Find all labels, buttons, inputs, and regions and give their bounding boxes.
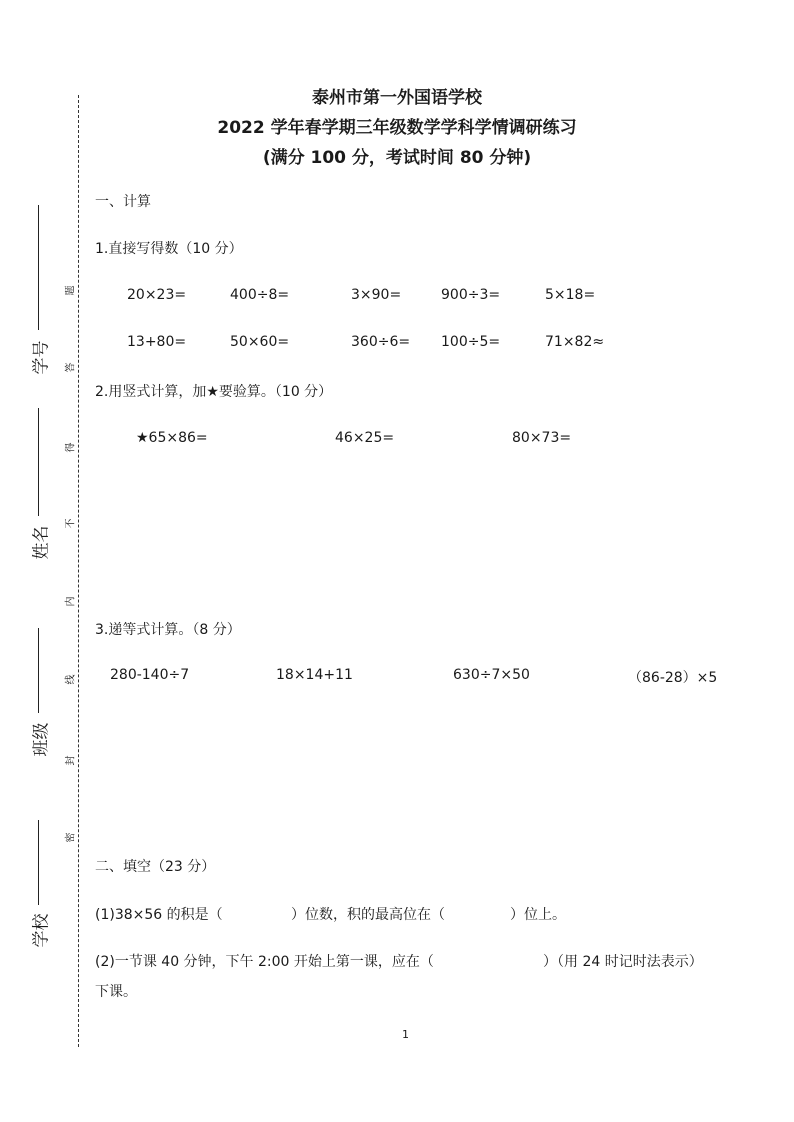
seal-char: 封 bbox=[65, 755, 77, 766]
q3-item: （86-28）×5 bbox=[628, 670, 718, 686]
q3-item: 280-140÷7 bbox=[110, 667, 190, 683]
exam-info: (满分 100 分，考试时间 80 分钟) bbox=[262, 148, 532, 168]
q1-item: 13+80= bbox=[127, 334, 187, 350]
exam-title: 2022 学年春学期三年级数学学科学情调研练习 bbox=[217, 118, 577, 138]
section2-title: 二、填空（23 分） bbox=[95, 859, 216, 875]
fill-q1-part-b: ）位数，积的最高位在（ bbox=[291, 907, 445, 923]
seal-char: 密 bbox=[65, 832, 77, 843]
section1-title: 一、计算 bbox=[95, 194, 151, 210]
page-number: 1 bbox=[402, 1028, 409, 1041]
student-name-label: 姓名 bbox=[31, 525, 52, 560]
fill-q2-part-a: (2)一节课 40 分钟，下午 2:00 开始上第一课，应在（ bbox=[95, 954, 434, 970]
q1-item: 50×60= bbox=[230, 334, 290, 350]
q2-item: 46×25= bbox=[335, 430, 395, 446]
seal-line bbox=[78, 95, 79, 1047]
class-label: 班级 bbox=[31, 722, 52, 757]
q1-item: 20×23= bbox=[127, 287, 187, 303]
q1-item: 400÷8= bbox=[230, 287, 290, 303]
student-name-line[interactable] bbox=[38, 408, 39, 516]
q2-title: 2.用竖式计算，加★要验算。（10 分） bbox=[95, 384, 333, 400]
q3-title: 3.递等式计算。（8 分） bbox=[95, 622, 241, 638]
q1-item: 3×90= bbox=[351, 287, 402, 303]
q3-item: 630÷7×50 bbox=[453, 667, 530, 683]
q1-title: 1.直接写得数（10 分） bbox=[95, 241, 243, 257]
seal-char: 线 bbox=[65, 674, 77, 685]
q1-item: 100÷5= bbox=[441, 334, 501, 350]
q2-item: 80×73= bbox=[512, 430, 572, 446]
q1-item: 5×18= bbox=[545, 287, 596, 303]
q3-item: 18×14+11 bbox=[276, 667, 353, 683]
seal-char: 答 bbox=[65, 362, 77, 373]
seal-char: 不 bbox=[65, 518, 77, 529]
school-line[interactable] bbox=[38, 820, 39, 905]
class-line[interactable] bbox=[38, 628, 39, 713]
seal-char: 内 bbox=[65, 596, 77, 607]
q2-item: ★65×86= bbox=[136, 430, 208, 446]
q1-item: 900÷3= bbox=[441, 287, 501, 303]
fill-q1-part-a: (1)38×56 的积是（ bbox=[95, 907, 223, 923]
q1-item: 71×82≈ bbox=[545, 334, 605, 350]
fill-q2-part-c: 下课。 bbox=[95, 984, 137, 1000]
fill-q2-part-b: ）（用 24 时记时法表示） bbox=[543, 954, 703, 970]
seal-char: 题 bbox=[65, 285, 77, 296]
seal-char: 得 bbox=[65, 442, 77, 453]
fill-q1-part-c: ）位上。 bbox=[510, 907, 566, 923]
school-label: 学校 bbox=[31, 913, 52, 948]
student-id-label: 学号 bbox=[31, 340, 52, 375]
school-title: 泰州市第一外国语学校 bbox=[312, 88, 482, 108]
student-id-line[interactable] bbox=[38, 205, 39, 330]
q1-item: 360÷6= bbox=[351, 334, 411, 350]
